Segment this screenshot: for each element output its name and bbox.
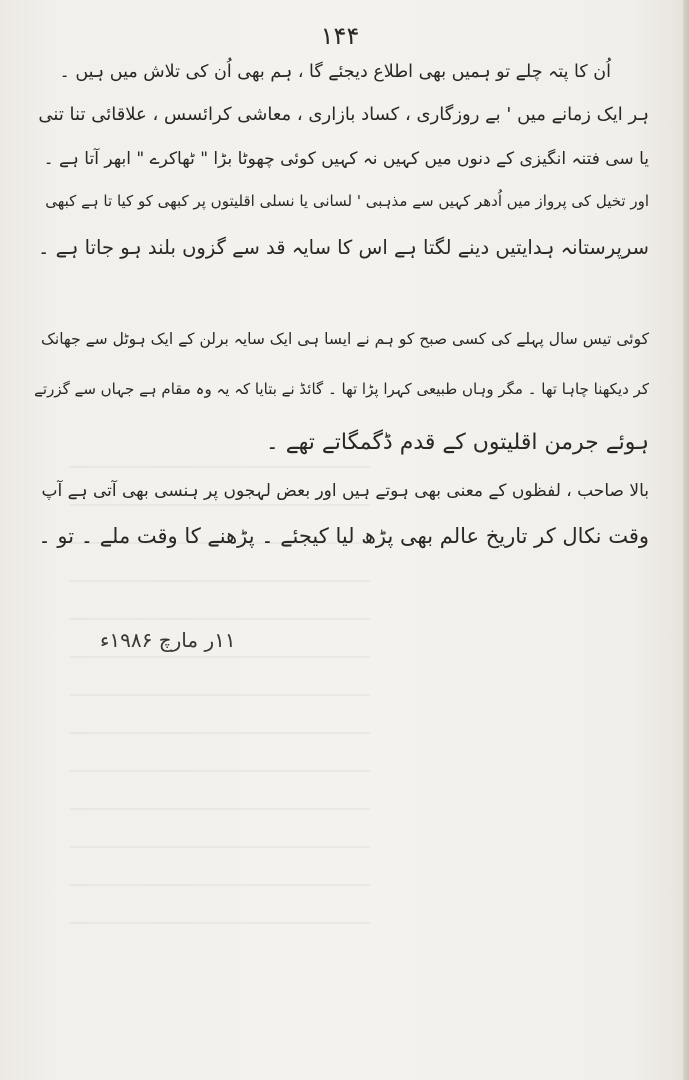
text-line: ہر ایک زمانے میں ' بے روزگاری ، کساد بازاری ، معاشی کرائسس ، علاقائی تنا تنی [38,104,649,125]
text-line: ہوئے جرمن اقلیتوں کے قدم ڈگمگاتے تھے ۔ [265,430,649,455]
paragraph-2 [29,104,649,284]
text-line: بالا صاحب ، لفظوں کے معنی بھی ہوتے ہیں اور بعض لہجوں پر ہنسی بھی آتی ہے آپ [41,481,649,501]
text-line: کوئی تیس سال پہلے کی کسی صبح کو ہم نے ایسا ہی ایک سایہ برلن کے ایک ہوٹل سے جھانک [41,330,649,348]
paragraph-3 [29,330,649,470]
text-line: کر دیکھنا چاہا تھا ۔ مگر وہاں طبیعی کہرا پڑا تھا ۔ گائڈ نے بتایا کہ یہ وہ مقام ہے جہاں سے گزرتے [34,380,649,398]
page-number: ۱۴۴ [320,22,360,50]
text-line: وقت نکال کر تاریخ عالم بھی پڑھ لیا کیجئے ۔ پڑھنے کا وقت ملے ۔ تو ۔ [38,524,649,548]
paragraph-1 [51,62,611,102]
text-line: اُن کا پتہ چلے تو ہمیں بھی اطلاع دیجئے گا ، ہم بھی اُن کی تلاش میں ہیں ۔ [59,62,611,82]
page-edge-shadow [683,0,689,1080]
text-line: سرپرستانہ ہدایتیں دینے لگتا ہے اس کا سایہ قد سے گزوں بلند ہو جاتا ہے ۔ [37,236,649,259]
paragraph-4 [29,480,649,570]
text-line: اور تخیل کی پرواز میں اُدھر کہیں سے مذہبی ' لسانی یا نسلی اقلیتوں پر کبھی کو کیا تا ہے کبھی [45,192,649,210]
text-line: یا سی فتنہ انگیزی کے دنوں میں کہیں نہ کہیں کوئی چھوٹا بڑا " ٹھاکرے " ابھر آتا ہے ۔ [43,149,649,169]
date-stamp: ۱۱ر مارچ ۱۹۸۶ء [100,628,236,652]
